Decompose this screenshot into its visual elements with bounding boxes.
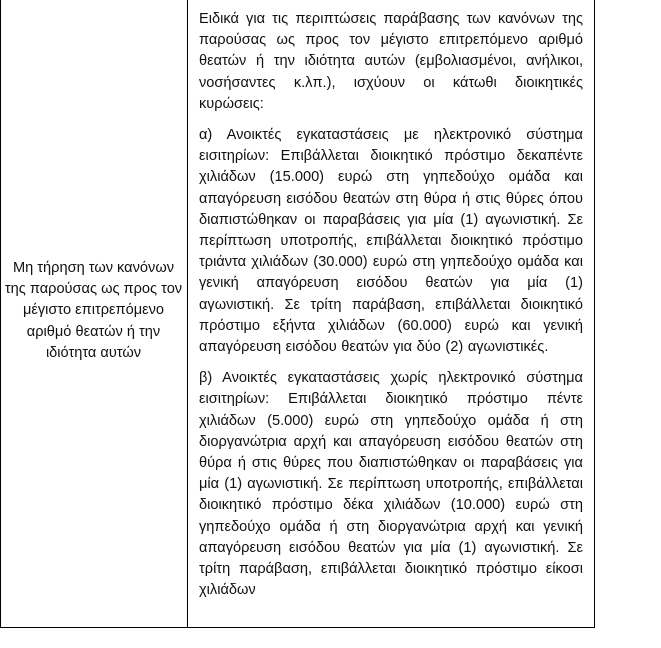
violation-cell [0, 0, 187, 628]
sanctions-intro-paragraph: Ειδικά για τις περιπτώσεις παράβασης των κανόνων της παρούσας ως προς τον μέγιστο επιτρεπόμενο αριθμό θεατών ή την ιδιότητα αυτών (εμβολιασμένοι, ανήλικοι, νοσήσαντες κ.λπ.), ισχύουν οι κάτωθι διοικητικές κυρώσεις: [199, 11, 583, 112]
clause-b-paragraph: β) Ανοικτές εγκαταστάσεις χωρίς ηλεκτρονικό σύστημα εισιτηρίων: Επιβάλλεται διοικητικό πρόστιμο πέντε χιλιάδων (5.000) ευρώ στη γηπεδούχο ομάδα ή στη διοργανώτρια αρχή και απαγόρευση εισόδου θεατών στη θύρα ή στις θύρες που διαπιστώθηκαν οι παραβάσεις για μία (1) αγωνιστική. Σε περίπτωση υποτροπής, επιβάλλεται διοικητικό πρόστιμο δέκα χιλιάδων (10.000) ευρώ στη γηπεδούχο ομάδα ή στη διοργανώτρια αρχή και γενική απαγόρευση εισόδου θεατών για μία (1) αγωνιστική. Σε τρίτη παράβαση, επιβάλλεται διοικητικό πρόστιμο είκοσι χιλιάδων [199, 370, 583, 599]
clause-a-paragraph: α) Ανοικτές εγκαταστάσεις με ηλεκτρονικό σύστημα εισιτηρίων: Επιβάλλεται διοικητικό πρόστιμο δεκαπέντε χιλιάδων (15.000) ευρώ στη γηπεδούχο ομάδα και απαγόρευση εισόδου θεατών στη θύρα ή στις θύρες όπου διαπιστώθηκαν οι παραβάσεις για μία (1) αγωνιστική. Σε περίπτωση υποτροπής, επιβάλλεται διοικητικό πρόστιμο τριάντα χιλιάδων (30.000) ευρώ στη γηπεδούχο ομάδα και γενική απαγόρευση εισόδου θεατών για μία (1) αγωνιστική. Σε τρίτη παράβαση, επιβάλλεται διοικητικό πρόστιμο εξήντα χιλιάδων (60.000) ευρώ και γενική απαγόρευση εισόδου θεατών για δύο (2) αγωνιστικές. [199, 127, 583, 356]
sanctions-cell [199, 9, 583, 601]
violation-label: Μη τήρηση των κανόνων της παρούσας ως προς τον μέγιστο επιτρεπόμενο αριθμό θεατών ή την ιδιότητα αυτών [4, 259, 183, 361]
table-border-right [594, 0, 595, 628]
table-border-column-divider [187, 0, 188, 628]
